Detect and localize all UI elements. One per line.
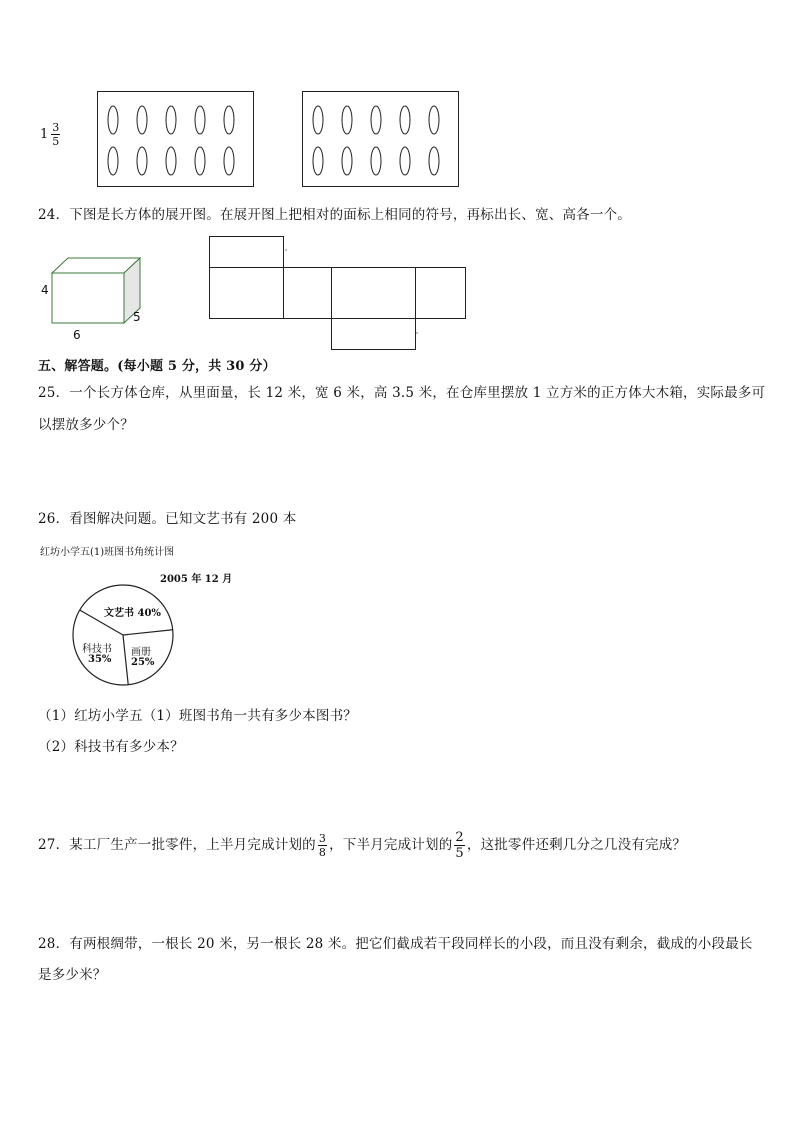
- pie-label-huace-pct: 25%: [131, 657, 155, 668]
- pie-slice-keji-boundary: [123, 635, 128, 685]
- pie-chart: [66, 580, 182, 692]
- section-heading: 五、解答题。(每小题 5 分，共 30 分）: [38, 359, 276, 374]
- q27-fraction-1: [318, 833, 327, 858]
- chart-subtitle: 2005 年 12 月: [160, 574, 233, 585]
- question-26-sub2: （2）科技书有多少本？: [38, 739, 184, 755]
- net-face-top: [210, 237, 284, 268]
- chart-title: 红坊小学五(1)班图书角统计图: [40, 547, 175, 558]
- q27-f1-num: 3: [318, 832, 327, 845]
- q27-part2: ，下半月完成计划的: [329, 837, 453, 853]
- q27-part1: 27．某工厂生产一批零件，上半月完成计划的: [38, 837, 316, 853]
- pie-label-keji-name: 科技书: [82, 644, 112, 655]
- net-face-1: [210, 268, 284, 319]
- question-28-line2: 是多少米？: [38, 967, 107, 983]
- net-face-4: [416, 268, 466, 319]
- pie-slice-huace-boundary: [123, 630, 173, 635]
- question-26-sub1: （1）红坊小学五（1）班图书角一共有多少本图书？: [38, 708, 357, 724]
- q27-fraction-2: [454, 831, 464, 860]
- pie-label-wenyi: 文艺书 40%: [104, 608, 161, 619]
- q27-part3: ，这批零件还剩几分之几没有完成？: [466, 837, 687, 853]
- cuboid-figure: [36, 252, 156, 344]
- net-face-bottom: [332, 319, 416, 350]
- mixed-whole: 1: [40, 127, 49, 142]
- cuboid-height-label: 4: [41, 283, 49, 297]
- mixed-numerator: 3: [52, 121, 60, 134]
- pie-label-keji-pct: 35%: [88, 654, 112, 665]
- question-28-line1: 28．有两根绸带，一根长 20 米，另一根长 28 米。把它们截成若干段同样长的小段，而且没有剩余，截成的小段最长: [38, 936, 753, 952]
- cuboid-length-label: 6: [73, 328, 81, 342]
- net-face-3: [332, 268, 416, 319]
- cuboid-net: [205, 232, 470, 354]
- mixed-fraction: [51, 122, 60, 147]
- ellipse-box-right: [302, 91, 459, 187]
- question-24: 24．下图是长方体的展开图。在展开图上把相对的面标上相同的符号，再标出长、宽、高各一个。: [38, 207, 631, 223]
- q27-f1-den: 8: [318, 846, 327, 859]
- net-face-2: [284, 268, 332, 319]
- q27-f2-den: 5: [455, 846, 464, 861]
- pie-label-huace-name: 画册: [131, 647, 151, 658]
- question-25-line2: 以摆放多少个？: [38, 417, 134, 433]
- question-26: 26．看图解决问题。已知文艺书有 200 本: [38, 511, 297, 527]
- ellipse-box-left: [97, 91, 254, 187]
- mixed-denominator: 5: [52, 135, 60, 148]
- question-27: [38, 830, 686, 860]
- q27-f2-num: 2: [455, 830, 464, 845]
- mixed-number: [40, 122, 62, 147]
- cuboid-width-label: 5: [133, 310, 141, 324]
- question-25-line1: 25．一个长方体仓库，从里面量，长 12 米，宽 6 米，高 3.5 米，在仓库里摆放 1 立方米的正方体大木箱，实际最多可: [38, 385, 766, 401]
